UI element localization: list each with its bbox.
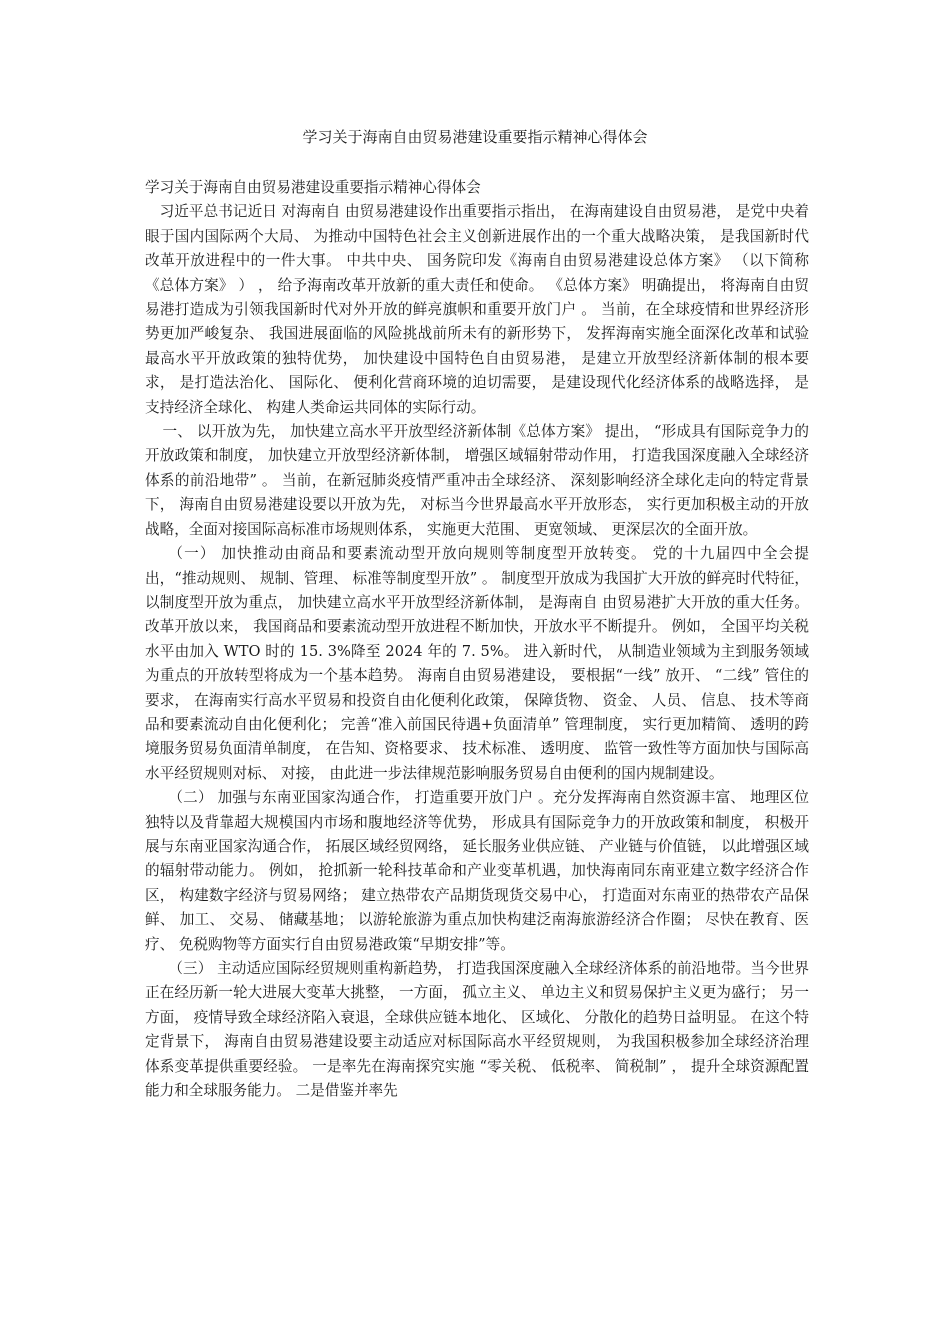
paragraph-subsection-3: （三） 主动适应国际经贸规则重构新趋势， 打造我国深度融入全球经济体系的前沿地带。当今世界正在经历新一轮大进展大变革大挑整， 一方面， 孤立主义、 单边主义和贸易保护主义更为盛行； 另一方面， 疫情导致全球经济陷入衰退，全球供应链本地化、 区域化、 分散化的趋势日益明显。 在这个特定背景下， 海南自由贸易港建设要主动适应对标国际高水平经贸规则， 为我国积极参加全球经济治理体系变革提供重要经验。 一是率先在海南探究实施 “零关税、 低税率、 简税制” ， 提升全球资源配置能力和全球服务能力。 二是借鉴并率先	[145, 960, 809, 1100]
paragraph-subsection-2: （二） 加强与东南亚国家沟通合作， 打造重要开放门户 。充分发挥海南自然资源丰富、 地理区位独特以及背靠超大规模国内市场和腹地经济等优势， 形成具有国际竞争力的开放政策和制度， 积极开展与东南亚国家沟通合作， 拓展区域经贸网络， 延长服务业供应链、 产业链与价值链， 以此增强区域的辐射带动能力。 例如， 抢抓新一轮科技革命和产业变革机遇，加快海南同东南亚建立数字经济合作区， 构建数字经济与贸易网络； 建立热带农产品期货现货交易中心， 打造面对东南亚的热带农产品保鲜、 加工、 交易、 储藏基地； 以游轮旅游为重点加快构建泛南海旅游经济合作圈； 尽快在教育、医疗、 免税购物等方面实行自由贸易港政策“早期安排”等。	[145, 789, 809, 953]
paragraph-subsection-1: （一） 加快推动由商品和要素流动型开放向规则等制度型开放转变。 党的十九届四中全会提出，“推动规则、 规制、管理、 标准等制度型开放” 。 制度型开放成为我国扩大开放的鲜亮时代特征， 以制度型开放为重点， 加快建立高水平开放型经济新体制， 是海南自 由贸易港扩大开放的重大任务。改革开放以来， 我国商品和要素流动型开放进程不断加快，开放水平不断提升。 例如， 全国平均关税水平由加入 WTO 时的 15. 3%降至 2024 年的 7. 5%。 进入新时代， 从制造业领域为主到服务领域为重点的开放转型将成为一个基本趋势。 海南自由贸易港建设， 要根据“一线” 放开、 “二线” 管住的要求， 在海南实行高水平贸易和投资自由化便利化政策， 保障货物、 资金、 人员、 信息、 技术等商品和要素流动自由化便利化； 完善“准入前国民待遇+负面清单” 管理制度， 实行更加精简、 透明的跨境服务贸易负面清单制度， 在告知、资格要求、 技术标准、 透明度、 监管一致性等方面加快与国际高水平经贸规则对标、 对接， 由此进一步法律规范影响服务贸易自由便利的国内规制建设。	[145, 545, 809, 782]
paragraph-section-1: 一、 以开放为先， 加快建立高水平开放型经济新体制《总体方案》 提出， “形成具有国际竞争力的开放政策和制度， 加快建立开放型经济新体制， 增强区域辐射带动作用， 打造我国深度融入全球经济体系的前沿地带” 。 当前，在新冠肺炎疫情严重冲击全球经济、 深刻影响经济全球化走向的特定背景下， 海南自由贸易港建设要以开放为先， 对标当今世界最高水平开放形态， 实行更加积极主动的开放战略，全面对接国际高标准市场规则体系， 实施更大范围、 更宽领域、 更深层次的全面开放。	[145, 423, 809, 538]
document-body	[145, 176, 809, 1103]
paragraph-intro: 习近平总书记近日 对海南自 由贸易港建设作出重要指示指出， 在海南建设自由贸易港， 是党中央着眼于国内国际两个大局、 为推动中国特色社会主义创新进展作出的一个重大战略决策， 是我国新时代改革开放进程中的一件大事。 中共中央、 国务院印发《海南自由贸易港建设总体方案》 （以下简称《总体方案》 ） ， 给予海南改革开放新的重大责任和使命。 《总体方案》 明确提出， 将海南自由贸易港打造成为引领我国新时代对外开放的鲜亮旗帜和重要开放门户 。 当前，在全球疫情和世界经济形势更加严峻复杂、 我国进展面临的风险挑战前所未有的新形势下， 发挥海南实施全面深化改革和试验最高水平开放政策的独特优势， 加快建设中国特色自由贸易港， 是建立开放型经济新体制的根本要求， 是打造法治化、 国际化、 便利化营商环境的迫切需要， 是建设现代化经济体系的战略选择， 是支持经济全球化、 构建人类命运共同体的实际行动。	[145, 203, 809, 416]
document-title: 学习关于海南自由贸易港建设重要指示精神心得体会	[302, 128, 648, 146]
document-subtitle: 学习关于海南自由贸易港建设重要指示精神心得体会	[145, 179, 481, 196]
